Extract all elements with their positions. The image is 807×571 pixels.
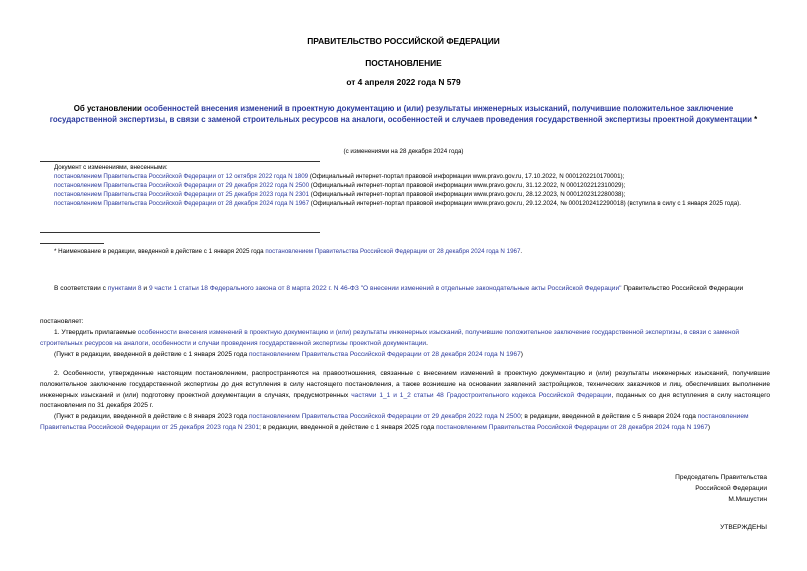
signature-position: Председатель Правительства [675, 474, 767, 481]
note-text: ; в редакции, введенной в действие с 1 января 2025 года [259, 423, 437, 431]
divider [40, 161, 320, 162]
preamble-link[interactable]: 9 части 1 статьи 18 Федерального закона от 8 марта 2022 г. N 46-ФЗ "О внесении изменений в отдельные законодательные акты Российской Федерации" [148, 285, 622, 292]
footnote-divider [40, 243, 104, 244]
amendment-link[interactable]: постановлением Правительства Российской Федерации от 25 декабря 2023 года N 2301 [54, 191, 310, 198]
note-text: (Пункт в редакции, введенной в действие с 8 января 2023 года [54, 413, 249, 420]
document-date-number: от 4 апреля 2022 года N 579 [346, 77, 461, 87]
amendments-block [54, 163, 774, 208]
note-link[interactable]: постановлением Правительства Российской Федерации от 25 декабря 2023 года N 2301 [40, 413, 749, 431]
note-link[interactable]: постановлением Правительства Российской Федерации от 29 декабря 2022 года N 2500 [248, 413, 521, 420]
footnote [54, 247, 774, 256]
preamble-text: Правительство Российской Федерации [621, 285, 744, 292]
amendment-item [54, 172, 774, 181]
item-1-note [54, 350, 770, 361]
item-2-note [40, 412, 770, 434]
footnote-end: . [520, 248, 523, 255]
preamble-link[interactable]: пунктами 8 [107, 285, 142, 292]
item-2 [40, 369, 770, 412]
item-text: . [426, 339, 428, 347]
amendment-item [54, 181, 774, 190]
item-link[interactable]: частями 1_1 и 1_2 статьи 48 Градостроительного кодекса Российской Федерации [351, 391, 612, 399]
preamble-text: В соответствии с [54, 285, 108, 292]
note-link[interactable]: постановлением Правительства Российской Федерации от 28 декабря 2024 года N 1967 [248, 351, 521, 358]
amendment-item [54, 199, 774, 208]
amendment-link[interactable]: постановлением Правительства Российской Федерации от 28 декабря 2024 года N 1967 [54, 200, 310, 207]
item-text: , поданных со дня вступления в силу настоящего постановления по 31 декабря 2025 г. [40, 391, 770, 410]
note-link[interactable]: постановлением Правительства Российской Федерации от 28 декабря 2024 года N 1967 [436, 423, 708, 431]
signature-block [675, 473, 767, 505]
amendment-text: (Официальный интернет-портал правовой информации www.pravo.gov.ru, 31.12.2022, N 0001202212310029); [309, 182, 626, 189]
amendment-link[interactable]: постановлением Правительства Российской Федерации от 12 октября 2022 года N 1809 [54, 173, 309, 180]
signature-country: Российской Федерации [695, 484, 767, 492]
amendment-item [54, 190, 774, 199]
title-prefix: Об установлении [73, 104, 145, 113]
signature-name: М.Мишустин [728, 495, 767, 503]
title-link[interactable]: особенностей внесения изменений в проектную документацию и (или) результаты инженерных изысканий, получившие положительное заключение государственной экспертизы, в связи с заменой строительных ресурсов на аналоги, особенностей и случаев проведения государственной экспертизы проектной документации [49, 104, 752, 124]
amendment-text: (Официальный интернет-портал правовой информации www.pravo.gov.ru, 28.12.2023, N 0001202312280038); [309, 191, 626, 198]
preamble-text: и [141, 285, 149, 292]
divider [40, 232, 320, 233]
document-title [40, 104, 767, 125]
government-heading: ПРАВИТЕЛЬСТВО РОССИЙСКОЙ ФЕДЕРАЦИИ [307, 36, 500, 46]
amendment-link[interactable]: постановлением Правительства Российской Федерации от 29 декабря 2022 года N 2500 [54, 182, 310, 189]
item-1 [40, 328, 770, 350]
item-link[interactable]: особенности внесения изменений в проектную документацию и (или) результаты инженерных изысканий, получившие положительное заключение государственной экспертизы, в связи с заменой строительных ресурсов на аналоги, особенности и случаи проведения государственной экспертизы проектной документации [40, 329, 740, 347]
revision-note: (с изменениями на 28 декабря 2024 года) [343, 148, 464, 155]
item-text: 2. Особенности, утвержденные настоящим постановлением, распространяются на правоотношения, связанные с внесением изменений в проектную документацию и (или) результаты инженерных изысканий, получившие положительное заключение государственной экспертизы до дня вступления в силу настоящего постановления, а также возникшие на основании заявлений застройщиков, технических заказчиков и лиц, обеспечивших выполнение инженерных изысканий и (или) подготовку проектной документации в случаях, предусмотренных [40, 370, 770, 399]
amendment-text: (Официальный интернет-портал правовой информации www.pravo.gov.ru, 29.12.2024, № 0001202412290018) (вступила в силу с 1 января 2025 года). [309, 200, 741, 207]
footnote-text: * Наименование в редакции, введенной в действие с 1 января 2025 года [54, 248, 266, 255]
title-asterisk: * [751, 114, 758, 124]
note-text: ) [707, 423, 711, 431]
note-text: (Пункт в редакции, введенной в действие с 1 января 2025 года [54, 351, 249, 358]
amendments-intro: Документ с изменениями, внесенными: [54, 164, 168, 171]
approved-label: УТВЕРЖДЕНЫ [720, 524, 767, 531]
item-text: 1. Утвердить прилагаемые [54, 329, 138, 336]
footnote-link[interactable]: постановлением Правительства Российской Федерации от 28 декабря 2024 года N 1967 [265, 248, 521, 255]
note-text: ) [520, 351, 523, 358]
decree-word: постановляет: [40, 318, 84, 325]
note-text: ; в редакции, введенной в действие с 5 января 2024 года [520, 413, 698, 420]
preamble [40, 284, 770, 295]
amendment-text: (Официальный интернет-портал правовой информации www.pravo.gov.ru, 17.10.2022, N 0001202210170001); [308, 173, 625, 180]
document-type: ПОСТАНОВЛЕНИЕ [365, 58, 442, 68]
